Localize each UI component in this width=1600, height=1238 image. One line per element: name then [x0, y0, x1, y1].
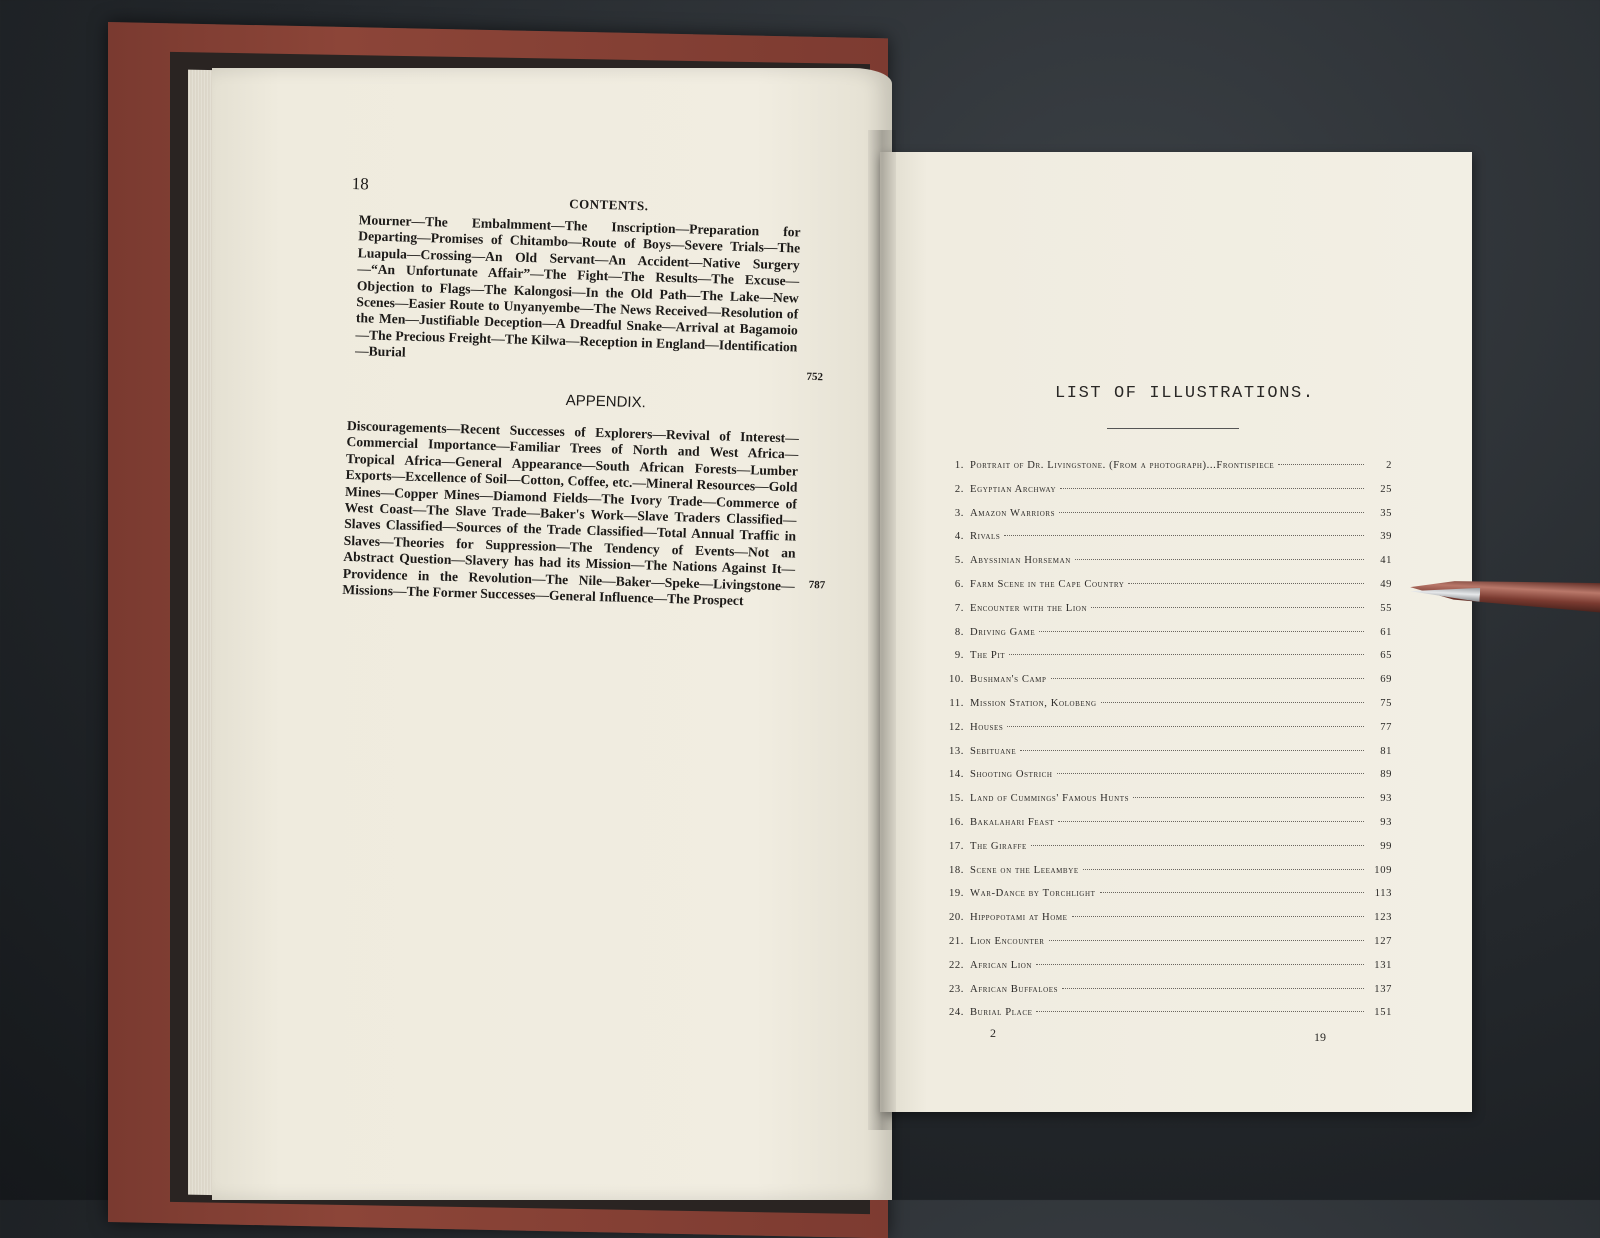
illustration-page: 39 — [1380, 531, 1392, 543]
dot-leader — [1039, 631, 1364, 632]
illustration-page: 35 — [1380, 507, 1392, 519]
dot-leader — [1004, 535, 1364, 536]
illustration-num: 11. — [949, 697, 964, 709]
illustration-label: African Buffaloes — [970, 983, 1059, 995]
dot-leader — [1083, 869, 1364, 870]
illustration-label: Driving Game — [970, 626, 1036, 638]
list-item — [940, 912, 1392, 936]
list-item — [940, 769, 1392, 793]
illustration-num: 10. — [948, 674, 964, 686]
illustration-label: Mission Station, Kolobeng — [970, 697, 1097, 709]
illustration-label: Encounter with the Lion — [970, 602, 1088, 614]
illustration-num: 1. — [954, 460, 964, 471]
list-item — [940, 722, 1392, 746]
dot-leader — [1007, 726, 1364, 727]
list-item — [940, 960, 1392, 984]
illustration-page: 25 — [1380, 483, 1392, 495]
illustrations-list — [940, 460, 1392, 1031]
illustration-page: 123 — [1374, 912, 1392, 924]
illustration-num: 5. — [954, 555, 964, 567]
list-item — [940, 698, 1392, 722]
illustration-num: 12. — [948, 721, 964, 733]
appendix-paragraph: Discouragements—Recent Successes of Explorers—Revival of Interest—Commercial Importance—Familiar Trees of North and West Africa—Tropical Africa—General Appearance—South African Forests—Lumber Exports—Excellence of Soil—Cotton, Coffee, etc.—Mineral Resources—Gold Mines—Copper Mines—Diamond Fields—The Ivory Trade—Commerce of West Coast—The Slave Trade—Baker's Work—Slave Traders Classified—Slaves Classified—Sources of the Trade Classified—Total Annual Traffic in Slaves—Theories for Suppression—The Tendency of Events—Not an Abstract Question—Slavery has had its Mission—The Nations Against It—Providence in the Revolution—The Nile—Baker—Speke—Livingstone—Missions—The Former Successes—General Influence—The Prospect — [342, 417, 800, 609]
dot-leader — [1051, 678, 1365, 679]
illustration-page: 89 — [1380, 769, 1392, 781]
illustration-num: 13. — [948, 745, 964, 757]
illustration-page: 113 — [1374, 888, 1392, 900]
illustration-page: 127 — [1374, 935, 1392, 947]
illustration-label: Farm Scene in the Cape Country — [970, 578, 1125, 590]
illustration-label: African Lion — [970, 959, 1033, 971]
title-rule — [1107, 428, 1239, 429]
dot-leader — [1058, 821, 1364, 822]
illustration-label: Land of Cummings' Famous Hunts — [970, 793, 1130, 805]
page-number-left: 18 — [351, 174, 369, 194]
dot-leader — [1049, 940, 1364, 941]
illustration-page: 93 — [1380, 816, 1392, 828]
illustration-page: 137 — [1374, 983, 1392, 995]
illustration-label: Sebituane — [970, 745, 1017, 757]
illustration-page: 131 — [1374, 959, 1392, 971]
list-item — [940, 650, 1392, 674]
dot-leader — [1128, 583, 1364, 584]
illustration-label: Egyptian Archway — [970, 483, 1057, 495]
illustration-num: 20. — [948, 912, 964, 924]
dot-leader — [1009, 654, 1364, 655]
illustration-num: 18. — [948, 864, 964, 876]
illustration-label: Hippopotami at Home — [970, 912, 1068, 924]
illustration-num: 14. — [948, 769, 964, 781]
illustration-num: 16. — [948, 816, 964, 828]
illustration-num: 19. — [948, 888, 964, 900]
illustration-page: 2 — [1386, 460, 1392, 471]
list-item — [940, 817, 1392, 841]
list-item — [940, 674, 1392, 698]
list-item — [940, 531, 1392, 555]
dot-leader — [1059, 512, 1364, 513]
illustration-num: 17. — [948, 840, 964, 852]
dot-leader — [1101, 702, 1364, 703]
list-item — [940, 1007, 1392, 1031]
illustration-page: 49 — [1380, 578, 1392, 590]
list-item — [940, 865, 1392, 889]
illustration-num: 21. — [948, 935, 964, 947]
illustration-label: The Giraffe — [970, 840, 1027, 852]
list-item — [940, 841, 1392, 865]
illustration-page: 151 — [1374, 1007, 1392, 1019]
illustration-page: 55 — [1380, 602, 1392, 614]
illustration-num: 23. — [948, 983, 964, 995]
illustration-label: The Pit — [970, 650, 1006, 662]
illustration-label: Scene on the Leeambye — [970, 864, 1079, 876]
illustration-label: Bushman's Camp — [970, 674, 1047, 686]
list-item — [940, 627, 1392, 651]
dot-leader — [1036, 1011, 1364, 1012]
dot-leader — [1036, 964, 1364, 965]
list-item — [940, 555, 1392, 579]
dot-leader — [1020, 750, 1364, 751]
list-item — [940, 460, 1392, 484]
illustration-label: Lion Encounter — [970, 935, 1045, 947]
illustration-num: 8. — [954, 626, 964, 638]
appendix-page-ref: 787 — [808, 578, 826, 592]
dot-leader — [1062, 988, 1364, 989]
illustration-page: 75 — [1380, 697, 1392, 709]
appendix-heading: APPENDIX. — [565, 392, 646, 412]
illustration-page: 93 — [1380, 793, 1392, 805]
illustration-label: Abyssinian Horseman — [970, 555, 1071, 567]
dot-leader — [1100, 892, 1365, 893]
contents-header: CONTENTS. — [569, 196, 649, 214]
list-item — [940, 484, 1392, 508]
illustration-label: Burial Place — [970, 1007, 1033, 1019]
illustration-label: Amazon Warriors — [970, 507, 1056, 519]
illustration-page: 99 — [1380, 840, 1392, 852]
illustration-num: 15. — [948, 793, 964, 805]
dot-leader — [1031, 845, 1364, 846]
dot-leader — [1060, 488, 1364, 489]
list-item — [940, 984, 1392, 1008]
illustration-num: 22. — [948, 959, 964, 971]
illustration-num: 9. — [954, 650, 964, 662]
list-item — [940, 793, 1392, 817]
illustration-page: 69 — [1380, 674, 1392, 686]
dot-leader — [1278, 464, 1364, 465]
illustration-label: Bakalahari Feast — [970, 816, 1055, 828]
illustration-label: War-Dance by Torchlight — [970, 888, 1096, 900]
contents-page-ref-1: 752 — [806, 370, 824, 384]
list-item — [940, 746, 1392, 770]
illustration-label: Shooting Ostrich — [970, 769, 1053, 781]
illustration-label: Rivals — [970, 531, 1001, 543]
illustration-num: 2. — [954, 483, 964, 495]
illustration-num: 4. — [954, 531, 964, 543]
illustration-page: 41 — [1380, 555, 1392, 567]
illustration-num: 6. — [954, 578, 964, 590]
contents-paragraph-1: Mourner—The Embalmment—The Inscription—Preparation for Departing—Promises of Chitambo—Route of Boys—Severe Trials—The Luapula—Crossing—An Old Servant—An Accident—Native Surgery—“An Unfortunate Affair”—The Fight—The Results—The Excuse—Objection to Flags—The Kalongosi—In the Old Path—The Lake—New Scenes—Easier Route to Unyanyembe—The News Received—Resolution of the Men—Justifiable Deception—A Dreadful Snake—Arrival at Bagamoio—The Precious Freight—The Kilwa—Reception in England—Identification—Burial — [354, 212, 801, 360]
list-item — [940, 579, 1392, 603]
illustration-page: 81 — [1380, 745, 1392, 757]
dot-leader — [1072, 916, 1364, 917]
dot-leader — [1133, 797, 1364, 798]
footer-left: 2 — [990, 1026, 996, 1040]
list-item — [940, 936, 1392, 960]
book-gutter — [868, 130, 896, 1130]
list-item — [940, 603, 1392, 627]
illustration-page: 109 — [1374, 864, 1392, 876]
page-number-right: 19 — [1314, 1030, 1326, 1044]
list-item — [940, 508, 1392, 532]
illustration-num: 7. — [954, 602, 964, 614]
illustrations-title: LIST OF ILLUSTRATIONS. — [1055, 384, 1315, 403]
illustration-num: 3. — [954, 507, 964, 519]
dot-leader — [1057, 773, 1364, 774]
dot-leader — [1075, 559, 1364, 560]
illustration-num: 24. — [948, 1007, 964, 1019]
list-item — [940, 888, 1392, 912]
illustration-page: 65 — [1380, 650, 1392, 662]
illustration-label: Houses — [970, 721, 1004, 733]
illustration-page: 61 — [1380, 626, 1392, 638]
illustration-label: Portrait of Dr. Livingstone. (From a photograph)...Frontispiece — [970, 460, 1275, 471]
illustration-page: 77 — [1380, 721, 1392, 733]
dot-leader — [1091, 607, 1364, 608]
